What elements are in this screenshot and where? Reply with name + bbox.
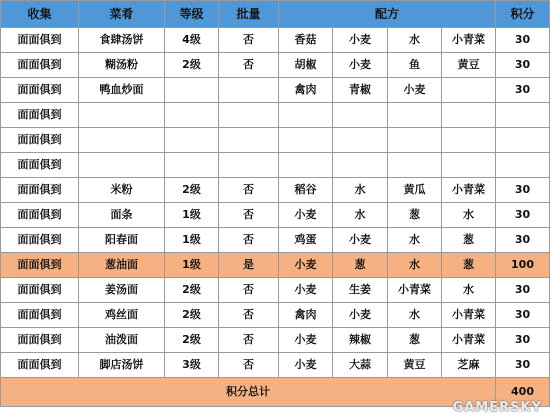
dish-cell: 食肆汤饼 <box>79 28 165 53</box>
batch-cell: 否 <box>219 278 279 303</box>
recipe-cell: 水 <box>333 203 388 228</box>
dish-cell: 鸡丝面 <box>79 303 165 328</box>
recipe-cell: 生姜 <box>333 278 388 303</box>
recipe-cell <box>442 103 496 128</box>
recipe-cell: 水 <box>442 203 496 228</box>
table-row <box>1 278 550 303</box>
batch-cell: 否 <box>219 28 279 53</box>
table-row <box>1 28 550 53</box>
level-cell <box>165 128 219 153</box>
batch-cell: 否 <box>219 53 279 78</box>
points-cell <box>496 153 550 178</box>
batch-cell <box>219 128 279 153</box>
points-cell: 30 <box>496 303 550 328</box>
points-cell: 30 <box>496 228 550 253</box>
dish-cell: 脚店汤饼 <box>79 353 165 378</box>
batch-cell: 否 <box>219 328 279 353</box>
watermark-logo: GAMERSKY <box>452 400 542 415</box>
points-cell <box>496 128 550 153</box>
recipe-cell: 水 <box>442 278 496 303</box>
recipe-cell: 小麦 <box>333 303 388 328</box>
level-cell: 1级 <box>165 253 219 278</box>
recipe-cell <box>279 128 333 153</box>
collect-cell: 面面俱到 <box>1 278 79 303</box>
recipe-cell <box>279 103 333 128</box>
level-cell: 4级 <box>165 28 219 53</box>
recipe-cell: 黄豆 <box>442 53 496 78</box>
table-body <box>1 28 550 378</box>
recipe-cell: 小麦 <box>388 78 442 103</box>
recipe-cell: 水 <box>333 178 388 203</box>
points-cell: 100 <box>496 253 550 278</box>
collect-cell: 面面俱到 <box>1 328 79 353</box>
recipe-cell: 禽肉 <box>279 78 333 103</box>
points-cell: 30 <box>496 278 550 303</box>
table-row <box>1 103 550 128</box>
header-row <box>1 1 550 28</box>
collect-cell: 面面俱到 <box>1 228 79 253</box>
level-cell: 2级 <box>165 178 219 203</box>
total-label: 积分总计 <box>1 378 496 407</box>
header-dish: 菜肴 <box>79 1 165 28</box>
header-collect: 收集 <box>1 1 79 28</box>
recipe-cell: 大蒜 <box>333 353 388 378</box>
header-recipe: 配方 <box>279 1 496 28</box>
recipe-cell <box>333 103 388 128</box>
dish-cell: 糊汤粉 <box>79 53 165 78</box>
recipe-cell <box>388 103 442 128</box>
level-cell <box>165 78 219 103</box>
header-level: 等级 <box>165 1 219 28</box>
recipe-cell: 鱼 <box>388 53 442 78</box>
table-row <box>1 203 550 228</box>
batch-cell: 否 <box>219 178 279 203</box>
recipe-cell: 小青菜 <box>442 303 496 328</box>
recipe-cell: 小麦 <box>333 28 388 53</box>
batch-cell: 否 <box>219 353 279 378</box>
recipe-cell: 小青菜 <box>442 178 496 203</box>
recipe-cell: 水 <box>388 253 442 278</box>
recipe-cell: 鸡蛋 <box>279 228 333 253</box>
recipe-cell: 葱 <box>388 203 442 228</box>
collect-cell: 面面俱到 <box>1 103 79 128</box>
dish-cell: 米粉 <box>79 178 165 203</box>
collect-cell: 面面俱到 <box>1 53 79 78</box>
header-batch: 批量 <box>219 1 279 28</box>
recipe-cell <box>442 128 496 153</box>
recipe-cell: 黄瓜 <box>388 178 442 203</box>
points-cell: 30 <box>496 28 550 53</box>
level-cell: 3级 <box>165 353 219 378</box>
recipe-cell: 小麦 <box>333 228 388 253</box>
batch-cell: 否 <box>219 203 279 228</box>
batch-cell: 否 <box>219 228 279 253</box>
recipe-cell: 辣椒 <box>333 328 388 353</box>
dish-cell: 姜汤面 <box>79 278 165 303</box>
recipe-cell: 稻谷 <box>279 178 333 203</box>
recipe-cell <box>279 153 333 178</box>
dish-cell: 阳春面 <box>79 228 165 253</box>
points-cell: 30 <box>496 353 550 378</box>
total-value: 400 <box>496 378 550 407</box>
recipe-cell: 青椒 <box>333 78 388 103</box>
dish-cell: 葱油面 <box>79 253 165 278</box>
recipe-cell: 小麦 <box>279 278 333 303</box>
batch-cell: 是 <box>219 253 279 278</box>
level-cell: 1级 <box>165 228 219 253</box>
table-row <box>1 178 550 203</box>
recipe-cell: 小青菜 <box>388 278 442 303</box>
recipe-cell: 香菇 <box>279 28 333 53</box>
table-row <box>1 53 550 78</box>
recipe-cell <box>388 153 442 178</box>
points-cell: 30 <box>496 328 550 353</box>
recipe-cell: 小青菜 <box>442 28 496 53</box>
recipe-cell <box>442 78 496 103</box>
level-cell <box>165 153 219 178</box>
points-cell <box>496 103 550 128</box>
table-row <box>1 328 550 353</box>
level-cell: 2级 <box>165 278 219 303</box>
recipe-cell: 小麦 <box>279 353 333 378</box>
dish-cell: 鸭血炒面 <box>79 78 165 103</box>
recipe-cell: 黄豆 <box>388 353 442 378</box>
points-cell: 30 <box>496 178 550 203</box>
recipe-cell: 小麦 <box>279 328 333 353</box>
batch-cell <box>219 78 279 103</box>
level-cell: 1级 <box>165 203 219 228</box>
recipe-cell: 水 <box>388 303 442 328</box>
dish-cell <box>79 103 165 128</box>
collect-cell: 面面俱到 <box>1 178 79 203</box>
recipe-cell: 小麦 <box>333 53 388 78</box>
level-cell: 2级 <box>165 328 219 353</box>
recipe-cell: 水 <box>388 28 442 53</box>
dish-cell <box>79 128 165 153</box>
recipe-cell <box>333 128 388 153</box>
recipe-cell <box>442 153 496 178</box>
points-cell: 30 <box>496 78 550 103</box>
recipe-cell: 葱 <box>442 228 496 253</box>
batch-cell <box>219 103 279 128</box>
recipe-cell: 小青菜 <box>442 328 496 353</box>
level-cell <box>165 103 219 128</box>
recipe-cell: 葱 <box>388 328 442 353</box>
collect-cell: 面面俱到 <box>1 28 79 53</box>
table-row <box>1 303 550 328</box>
collect-cell: 面面俱到 <box>1 78 79 103</box>
recipe-cell: 水 <box>388 228 442 253</box>
batch-cell: 否 <box>219 303 279 328</box>
table-row <box>1 253 550 278</box>
dish-cell <box>79 153 165 178</box>
collect-cell: 面面俱到 <box>1 253 79 278</box>
table-row <box>1 153 550 178</box>
header-points: 积分 <box>496 1 550 28</box>
table-row <box>1 228 550 253</box>
collect-cell: 面面俱到 <box>1 128 79 153</box>
recipe-cell <box>388 128 442 153</box>
table-row <box>1 353 550 378</box>
dish-cell: 油泼面 <box>79 328 165 353</box>
recipe-cell: 胡椒 <box>279 53 333 78</box>
recipe-cell: 芝麻 <box>442 353 496 378</box>
table-row <box>1 128 550 153</box>
table-row <box>1 78 550 103</box>
dish-cell: 面条 <box>79 203 165 228</box>
recipe-cell <box>333 153 388 178</box>
recipe-cell: 小麦 <box>279 203 333 228</box>
recipe-cell: 葱 <box>442 253 496 278</box>
collect-cell: 面面俱到 <box>1 303 79 328</box>
recipe-cell: 小麦 <box>279 253 333 278</box>
points-cell: 30 <box>496 203 550 228</box>
collect-cell: 面面俱到 <box>1 353 79 378</box>
level-cell: 2级 <box>165 303 219 328</box>
collect-cell: 面面俱到 <box>1 203 79 228</box>
recipe-cell: 禽肉 <box>279 303 333 328</box>
collect-cell: 面面俱到 <box>1 153 79 178</box>
batch-cell <box>219 153 279 178</box>
level-cell: 2级 <box>165 53 219 78</box>
points-cell: 30 <box>496 53 550 78</box>
recipe-cell: 葱 <box>333 253 388 278</box>
